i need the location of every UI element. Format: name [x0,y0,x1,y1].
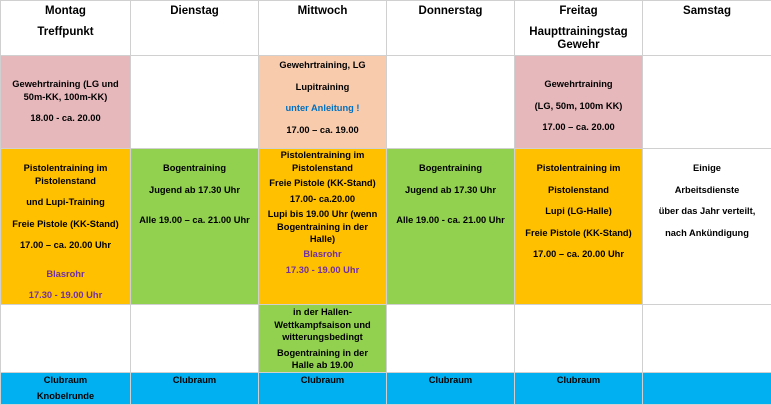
header-wednesday [259,1,387,56]
cell-text: Freie Pistole (KK-Stand) [1,218,130,231]
cell-text: Knobelrunde [1,390,130,403]
wednesday-pistol-cell [259,149,387,305]
header-monday [1,1,131,56]
header-thursday [387,1,515,56]
cell-text: Pistolentraining im [515,162,642,175]
monday-pistol-cell [1,149,131,305]
day-subtitle: Treffpunkt [1,26,130,39]
tuesday-archery-cell [131,149,259,305]
cell-text: Pistolenstand [515,184,642,197]
cell-text: Bogentraining [131,162,258,175]
cell-text: Wettkampfsaison und [259,319,386,332]
friday-clubroom-cell [515,372,643,404]
thursday-empty-cell [387,305,515,373]
cell-text: Pistolentraining im [259,149,386,162]
cell-text: Alle 19.00 - ca. 21.00 Uhr [387,214,514,227]
cell-text: Blasrohr [259,248,386,261]
monday-clubroom-cell [1,372,131,404]
day-name: Montag [1,5,130,18]
friday-rifle-cell [515,56,643,149]
cell-text: Gewehrtraining, LG [259,59,386,72]
pistol-archery-row [1,149,771,305]
cell-text: Alle 19.00 – ca. 21.00 Uhr [131,214,258,227]
cell-text: Pistolenstand [1,175,130,188]
cell-text: 17.00 – ca. 20.00 Uhr [515,248,642,261]
tuesday-empty-cell [131,305,259,373]
header-saturday [643,1,771,56]
wednesday-rifle-cell [259,56,387,149]
cell-text: in der Hallen- [259,306,386,319]
cell-text: Arbeitsdienste [643,184,771,197]
cell-text: Gewehrtraining (LG und [1,78,130,91]
cell-text: 50m-KK, 100m-KK) [1,91,130,104]
day-name: Mittwoch [259,5,386,18]
cell-text: Gewehrtraining [515,78,642,91]
cell-text: Lupi bis 19.00 Uhr (wenn [259,208,386,221]
cell-text: Clubraum [387,374,514,387]
cell-text: 17.30 - 19.00 Uhr [259,264,386,277]
cell-text: über das Jahr verteilt, [643,205,771,218]
saturday-work-cell [643,149,771,305]
cell-text: Freie Pistole (KK-Stand) [259,177,386,190]
cell-text: Halle) [259,233,386,246]
cell-text: nach Ankündigung [643,227,771,240]
cell-text: 17.00- ca.20.00 [259,193,386,206]
cell-text: Pistolentraining im [1,162,130,175]
clubroom-row [1,372,771,404]
wednesday-clubroom-cell [259,372,387,404]
cell-text: Lupitraining [259,81,386,94]
rifle-training-row [1,56,771,149]
header-tuesday [131,1,259,56]
cell-text: witterungsbedingt [259,331,386,344]
saturday-clubroom-cell [643,372,771,404]
tuesday-empty-cell [131,56,259,149]
monday-empty-cell [1,305,131,373]
day-name: Freitag [515,5,642,18]
cell-text: 18.00 - ca. 20.00 [1,112,130,125]
cell-text: Clubraum [515,374,642,387]
thursday-clubroom-cell [387,372,515,404]
thursday-archery-cell [387,149,515,305]
saturday-empty-cell [643,56,771,149]
cell-text: Bogentraining in der [259,221,386,234]
cell-text: Clubraum [1,374,130,387]
cell-text: 17.00 – ca. 20.00 Uhr [1,239,130,252]
saturday-empty-cell [643,305,771,373]
cell-text: Blasrohr [1,268,130,281]
cell-text: und Lupi-Training [1,196,130,209]
day-name: Dienstag [131,5,258,18]
cell-text: 17.30 - 19.00 Uhr [1,289,130,302]
cell-text: Bogentraining in der [259,347,386,360]
cell-text: Lupi (LG-Halle) [515,205,642,218]
cell-text: 17.00 – ca. 20.00 [515,121,642,134]
cell-text: 17.00 – ca. 19.00 [259,124,386,137]
cell-text: Jugend ab 17.30 Uhr [131,184,258,197]
friday-empty-cell [515,305,643,373]
friday-pistol-cell [515,149,643,305]
day-subtitle: Gewehr [515,39,642,52]
cell-text: Pistolenstand [259,162,386,175]
wednesday-hall-archery-cell [259,305,387,373]
cell-text: Clubraum [131,374,258,387]
cell-text: unter Anleitung ! [259,102,386,115]
cell-text: Einige [643,162,771,175]
header-row [1,1,771,56]
header-friday [515,1,643,56]
cell-text: Jugend ab 17.30 Uhr [387,184,514,197]
day-name: Donnerstag [387,5,514,18]
cell-text: (LG, 50m, 100m KK) [515,100,642,113]
day-name: Samstag [643,5,771,18]
hall-season-row [1,305,771,373]
cell-text: Bogentraining [387,162,514,175]
cell-text: Freie Pistole (KK-Stand) [515,227,642,240]
tuesday-clubroom-cell [131,372,259,404]
cell-text: Clubraum [259,374,386,387]
monday-rifle-cell [1,56,131,149]
cell-text: Halle ab 19.00 [259,359,386,372]
thursday-empty-cell [387,56,515,149]
day-subtitle: Haupttrainingstag [515,26,642,39]
